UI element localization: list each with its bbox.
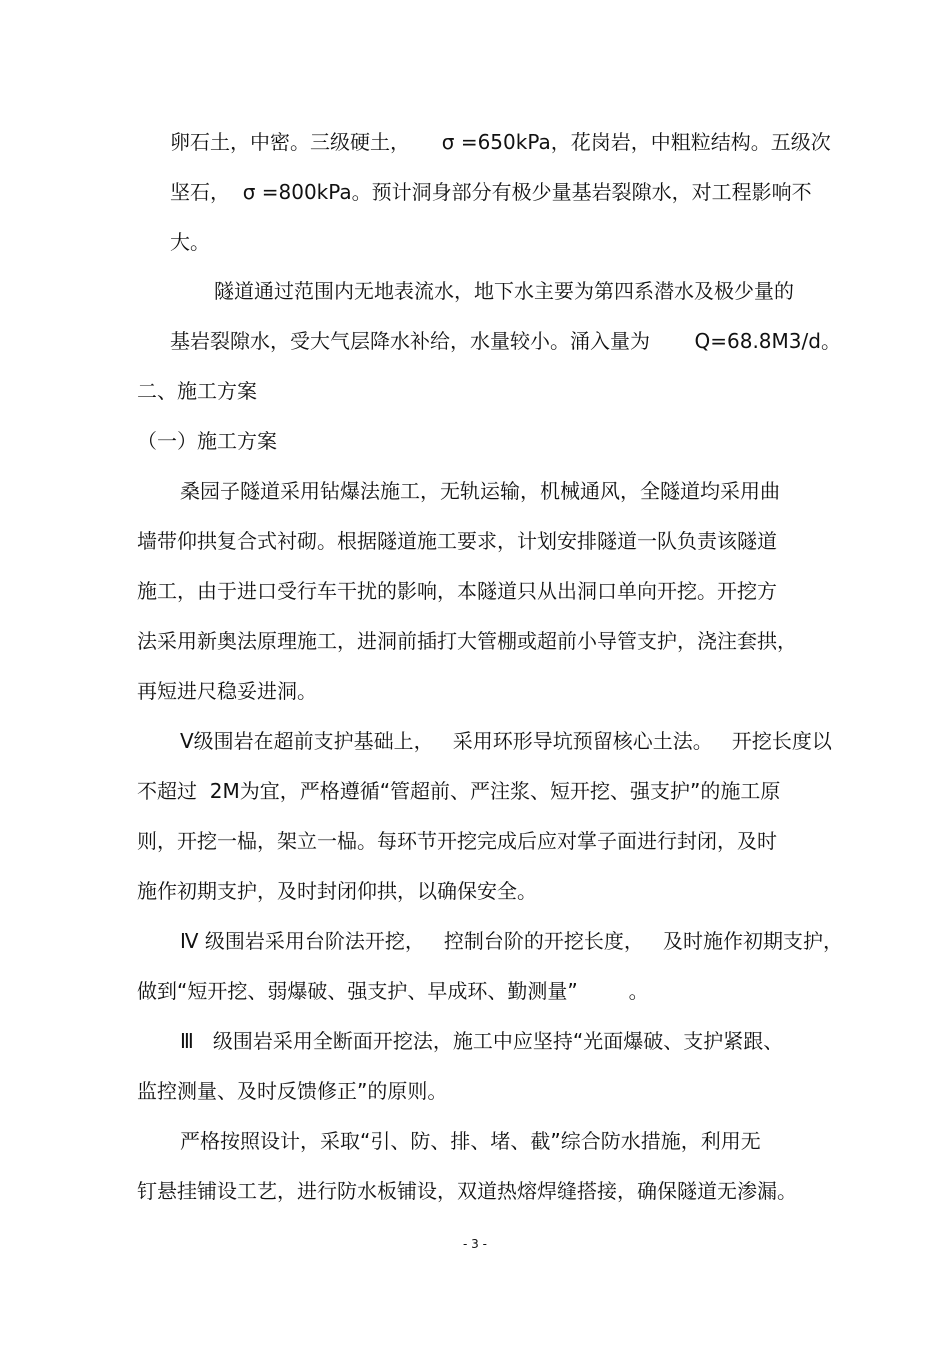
text-line: 再短进尺稳妥进洞。 [137, 679, 317, 703]
text-line: 大。 [170, 230, 210, 254]
text-line: 施作初期支护，及时封闭仰拱，以确保安全。 [137, 879, 537, 903]
text-line: 则，开挖一榀，架立一榀。每环节开挖完成后应对掌子面进行封闭，及时 [137, 829, 777, 853]
text-line: 严格按照设计，采取“引、防、排、堵、截”综合防水措施，利用无 [180, 1129, 761, 1153]
text-line: 卵石土，中密。三级硬土， σ =650kPa，花岗岩，中粗粒结构。五级次 [170, 130, 831, 154]
text-line: 隧道通过范围内无地表流水，地下水主要为第四系潜水及极少量的 [214, 279, 794, 303]
text-line: Ⅴ级围岩在超前支护基础上， 采用环形导坑预留核心土法。 开挖长度以 [180, 729, 832, 753]
text-line: 施工，由于进口受行车干扰的影响，本隧道只从出洞口单向开挖。开挖方 [137, 579, 777, 603]
text-line: 桑园子隧道采用钻爆法施工，无轨运输，机械通风，全隧道均采用曲 [180, 479, 780, 503]
text-line: 不超过 2M为宜，严格遵循“管超前、严注浆、短开挖、强支护”的施工原 [137, 779, 781, 803]
text-line: 监控测量、及时反馈修正”的原则。 [137, 1079, 448, 1103]
text-line: 做到“短开挖、弱爆破、强支护、早成环、勤测量” 。 [137, 979, 649, 1003]
text-line: Ⅲ 级围岩采用全断面开挖法，施工中应坚持“光面爆破、支护紧跟、 [180, 1029, 784, 1053]
text-line: 坚石， σ =800kPa。预计洞身部分有极少量基岩裂隙水，对工程影响不 [170, 180, 812, 204]
page-number: - 3 - [463, 1237, 487, 1251]
text-line: 法采用新奥法原理施工，进洞前插打大管棚或超前小导管支护，浇注套拱， [137, 629, 797, 653]
text-line: 钉悬挂铺设工艺，进行防水板铺设，双道热熔焊缝搭接，确保隧道无渗漏。 [137, 1179, 797, 1203]
subsection-heading: （一）施工方案 [137, 429, 277, 453]
text-line: Ⅳ 级围岩采用台阶法开挖， 控制台阶的开挖长度， 及时施作初期支护， [180, 929, 843, 953]
text-line: 基岩裂隙水，受大气层降水补给，水量较小。涌入量为 Q=68.8M3/d。 [170, 329, 841, 353]
section-heading: 二、施工方案 [137, 379, 257, 403]
text-line: 墙带仰拱复合式衬砌。根据隧道施工要求，计划安排隧道一队负责该隧道 [137, 529, 777, 553]
